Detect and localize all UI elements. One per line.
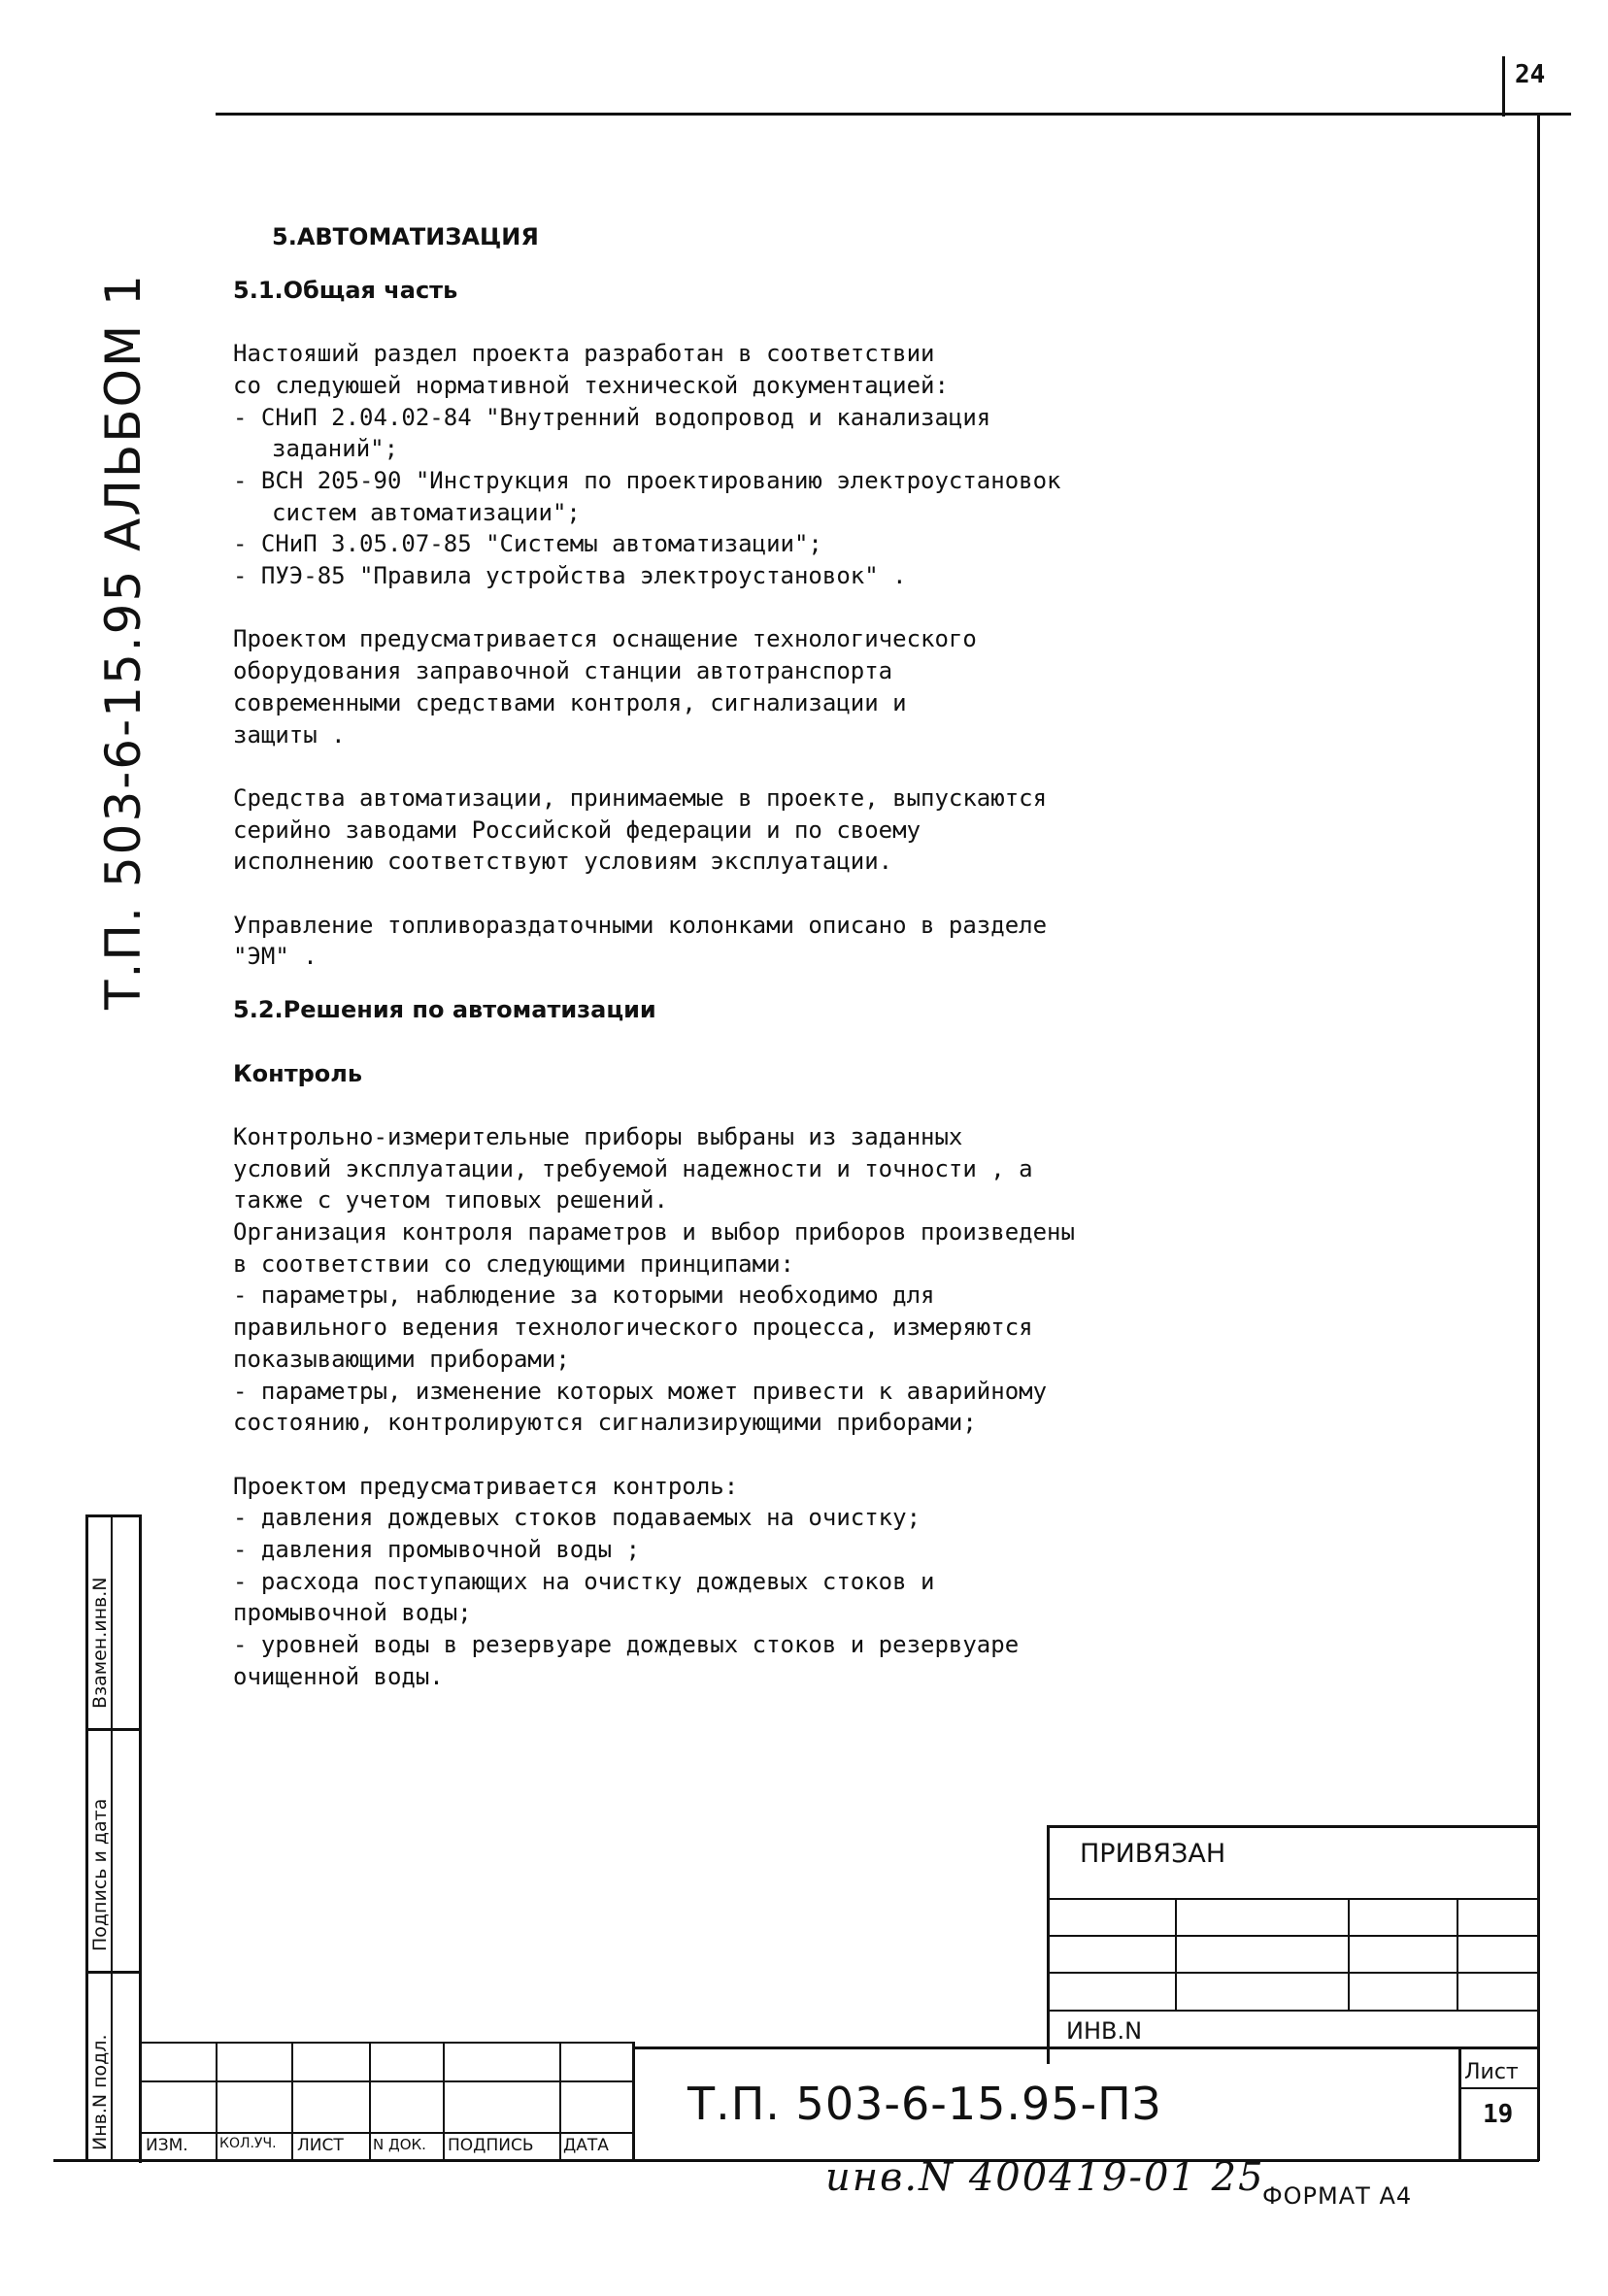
- section-title: 5.АВТОМАТИЗАЦИЯ: [272, 223, 539, 250]
- replacement-inv-label: Взамен.инв.N: [89, 1577, 111, 1709]
- title-block-top: [139, 2042, 632, 2044]
- top-rule: [216, 113, 1571, 116]
- privyazan-box-top: [1047, 1825, 1538, 1828]
- inv-original-label: Инв.N подл.: [89, 2034, 111, 2150]
- text-line: "ЭМ" .: [233, 943, 318, 971]
- list-item-cont: очищенной воды.: [233, 1662, 444, 1690]
- side-strip-top: [85, 1514, 142, 1517]
- principle-1: [233, 1280, 1396, 1375]
- principle-2: [233, 1376, 1396, 1439]
- text-line: состоянию, контролируются сигнализирующими приборами;: [233, 1409, 977, 1437]
- tb-col6: [632, 2042, 635, 2160]
- document-code: Т.П. 503-6-15.95-ПЗ: [687, 2078, 1162, 2130]
- tb-col4: [443, 2042, 445, 2160]
- list-item: - расхода поступающих на очистку дождевых стоков и: [233, 1567, 935, 1595]
- text-line: со следуюшей нормативной технической документацией:: [233, 371, 949, 399]
- control-heading: Контроль: [233, 1059, 363, 1087]
- privyazan-col3: [1457, 1898, 1458, 2010]
- col-list: ЛИСТ: [297, 2136, 344, 2155]
- privyazan-box-left: [1047, 1825, 1050, 2064]
- right-border: [1537, 113, 1540, 2161]
- list-item-cont: систем автоматизации";: [272, 498, 581, 526]
- title-block-top-right: [632, 2046, 1539, 2049]
- title-block-row: [139, 2080, 632, 2082]
- privyazan-row1: [1047, 1898, 1538, 1900]
- list-item: - СНиП 3.05.07-85 "Системы автоматизации";: [233, 530, 822, 558]
- list-item: - уровней воды в резервуаре дождевых стоков и резервуаре: [233, 1631, 1020, 1659]
- left-border: [139, 1514, 142, 2163]
- text-line: Управление топливораздаточными колонками описано в разделе: [233, 911, 1048, 939]
- tb-col2: [291, 2042, 293, 2160]
- title-block-header-row: [139, 2132, 632, 2134]
- text-line: Настояший раздел проекта разработан в соответствии: [233, 340, 935, 368]
- text-line: в соответствии со следующими принципами:: [233, 1249, 794, 1278]
- privyazan-col2: [1348, 1898, 1350, 2010]
- text-line: защиты .: [233, 720, 346, 749]
- album-code-text: Т.П. 503-6-15.95 АЛЬБОМ 1: [95, 273, 151, 1010]
- side-strip-inner: [111, 1514, 113, 2161]
- side-strip-div1: [85, 1728, 142, 1731]
- list-item: - ПУЭ-85 "Правила устройства электроустановок" .: [233, 562, 907, 590]
- signature-date-label: Подпись и дата: [89, 1798, 111, 1951]
- sheet-number: 19: [1483, 2100, 1514, 2129]
- handwritten-inventory: инв.N 400419-01 25: [825, 2155, 1265, 2200]
- paragraph-organization: [233, 1216, 1396, 1280]
- text-line: - параметры, изменение которых может привести к аварийному: [233, 1377, 1048, 1405]
- tb-col1: [216, 2042, 218, 2160]
- privyazan-row3: [1047, 1972, 1538, 1974]
- list-item: - СНиП 2.04.02-84 "Внутренний водопровод и канализация: [233, 403, 991, 431]
- text-line: серийно заводами Российской федерации и по своему: [233, 815, 921, 844]
- list-item-cont: промывочной воды;: [233, 1599, 472, 1627]
- privyazan-row2: [1047, 1935, 1538, 1937]
- col-podpis: ПОДПИСЬ: [448, 2136, 534, 2155]
- list-item: - ВСН 205-90 "Инструкция по проектированию электроустановок: [233, 466, 1061, 494]
- text-line: показывающими приборами;: [233, 1345, 570, 1373]
- text-line: Средства автоматизации, принимаемые в проекте, выпускаются: [233, 783, 1048, 812]
- paragraph-equipment: [233, 623, 1396, 750]
- text-line: также с учетом типовых решений.: [233, 1186, 668, 1215]
- text-line: условий эксплуатации, требуемой надежности и точности , а: [233, 1154, 1033, 1182]
- sheet-box-left: [1458, 2046, 1461, 2161]
- tb-col5: [559, 2042, 561, 2160]
- col-n-dok: N ДОК.: [373, 2136, 426, 2153]
- privyazan-col1: [1175, 1898, 1177, 2010]
- text-line: Проектом предусматривается оснащение технологического: [233, 625, 977, 653]
- text-line: современными средствами контроля, сигнализации и: [233, 688, 907, 716]
- text-line: правильного ведения технологического процесса, измеряются: [233, 1314, 1033, 1342]
- list-item: - давления дождевых стоков подаваемых на очистку;: [233, 1504, 921, 1532]
- section-5-2-heading: 5.2.Решения по автоматизации: [233, 996, 656, 1024]
- list-item: - давления промывочной воды ;: [233, 1536, 641, 1564]
- text-line: Организация контроля параметров и выбор приборов произведены: [233, 1218, 1075, 1246]
- paragraph-means: [233, 782, 1396, 878]
- norms-list: [233, 402, 1396, 592]
- list-item-cont: заданий";: [272, 435, 399, 463]
- album-code: [95, 184, 173, 1010]
- text-line: исполнению соответствуют условиям эксплуатации.: [233, 848, 893, 876]
- section-5-1-heading: 5.1.Общая часть: [233, 276, 458, 304]
- paragraph-control-columns: [233, 910, 1396, 973]
- side-strip-left: [85, 1514, 88, 2161]
- sheet-label: Лист: [1464, 2060, 1519, 2084]
- page-number: 24: [1515, 60, 1546, 89]
- paragraph-instruments: [233, 1121, 1396, 1216]
- sheet-box-mid: [1458, 2087, 1538, 2089]
- control-intro: Проектом предусматривается контроль:: [233, 1472, 739, 1500]
- side-strip-div2: [85, 1971, 142, 1974]
- format-label: ФОРМАТ А4: [1262, 2182, 1413, 2210]
- text-line: Контрольно-измерительные приборы выбраны из заданных: [233, 1122, 963, 1150]
- bottom-border: [53, 2159, 1539, 2162]
- inv-n-label: ИНВ.N: [1066, 2017, 1143, 2045]
- tb-col3: [369, 2042, 371, 2160]
- control-list: [233, 1502, 1396, 1692]
- privyazan-row4: [1047, 2010, 1538, 2012]
- col-izm: ИЗМ.: [146, 2136, 188, 2155]
- document-body: [233, 221, 1396, 1693]
- text-line: - параметры, наблюдение за которыми необходимо для: [233, 1281, 935, 1310]
- paragraph-intro: [233, 338, 1396, 401]
- col-kol-uch: КОЛ.УЧ.: [219, 2136, 277, 2151]
- text-line: оборудования заправочной станции автотранспорта: [233, 657, 893, 685]
- col-data: ДАТА: [563, 2136, 609, 2155]
- privyazan-label: ПРИВЯЗАН: [1080, 1839, 1226, 1869]
- page-num-divider: [1502, 56, 1505, 116]
